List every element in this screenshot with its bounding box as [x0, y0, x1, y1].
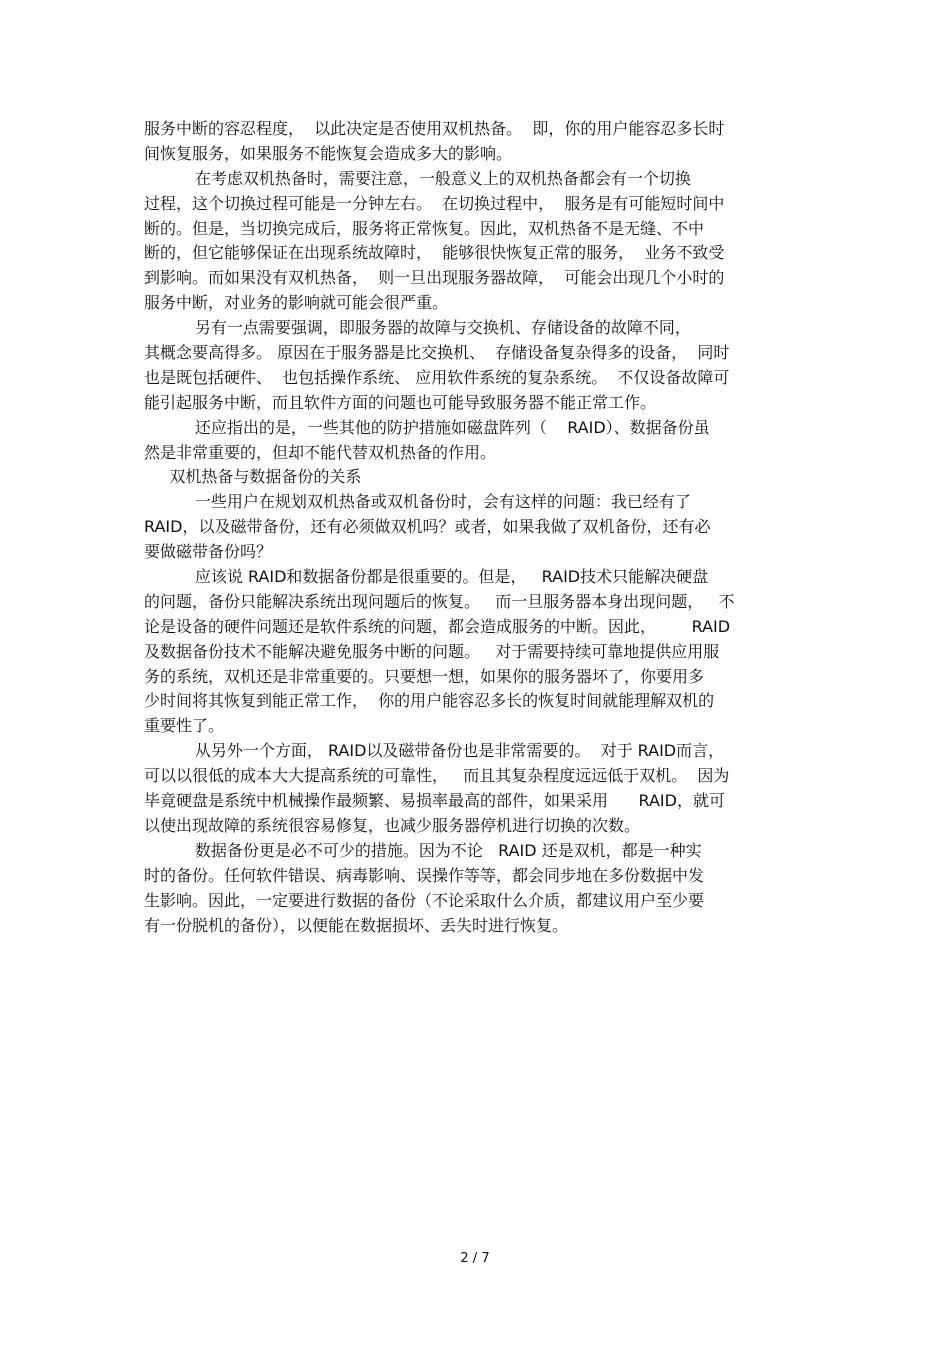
text-line: 另有一点需要强调，即服务器的故障与交换机、存储设备的故障不同， [144, 318, 691, 338]
text-line: 在考虑双机热备时，需要注意，一般意义上的双机热备都会有一个切换 [144, 168, 691, 188]
text-line: 间恢复服务，如果服务不能恢复会造成多大的影响。 [144, 143, 513, 163]
text-line: 过程，这个切换过程可能是一分钟左右。 在切换过程中， 服务是有可能短时间中 [144, 193, 725, 213]
text-line: 还应指出的是，一些其他的防护措施如磁盘阵列（ RAID）、数据备份虽 [144, 417, 710, 437]
text-line: 应该说 RAID和数据备份都是很重要的。但是， RAID技术只能解决硬盘 [144, 567, 709, 587]
text-line: 重要性了。 [144, 716, 225, 736]
text-line: RAID，以及磁带备份，还有必须做双机吗？或者，如果我做了双机备份，还有必 [144, 517, 711, 537]
text-line: 一些用户在规划双机热备或双机备份时，会有这样的问题：我已经有了 [144, 492, 691, 512]
page-number: 2 / 7 [460, 1251, 490, 1266]
text-line: 的问题，备份只能解决系统出现问题后的恢复。 而一旦服务器本身出现问题， 不 [144, 591, 735, 611]
text-line: 到影响。而如果没有双机热备， 则一旦出现服务器故障， 可能会出现几个小时的 [144, 268, 725, 288]
text-line: 要做磁带备份吗？ [144, 542, 273, 562]
text-line: 及数据备份技术不能解决避免服务中断的问题。 对于需要持续可靠地提供应用服 [144, 641, 720, 661]
text-line: 双机热备与数据备份的关系 [144, 467, 362, 487]
text-line: 断的。但是，当切换完成后，服务将正常恢复。因此，双机热备不是无缝、不中 [144, 218, 705, 238]
text-line: 可以以很低的成本大大提高系统的可靠性， 而且其复杂程度远远低于双机。 因为 [144, 766, 730, 786]
text-line: 有一份脱机的备份），以便能在数据损坏、丢失时进行恢复。 [144, 915, 569, 935]
text-line: 时的备份。任何软件错误、病毒影响、误操作等等，都会同步地在多份数据中发 [144, 865, 705, 885]
text-line: 服务中断的容忍程度， 以此决定是否使用双机热备。 即，你的用户能容忍多长时 [144, 119, 725, 138]
text-line: 断的，但它能够保证在出现系统故障时， 能够很快恢复正常的服务， 业务不致受 [144, 243, 725, 263]
text-line: 毕竟硬盘是系统中机械操作最频繁、易损率最高的部件，如果采用 RAID，就可 [144, 791, 725, 811]
text-line: 数据备份更是必不可少的措施。因为不论 RAID 还是双机，都是一种实 [144, 840, 702, 860]
text-line: 论是设备的硬件问题还是软件系统的问题，都会造成服务的中断。因此， RAID [144, 616, 731, 636]
text-line: 少时间将其恢复到能正常工作， 你的用户能容忍多长的恢复时间就能理解双机的 [144, 691, 715, 711]
text-line: 务的系统，双机还是非常重要的。只要想一想，如果你的服务器坏了，你要用多 [144, 666, 705, 686]
text-line: 能引起服务中断，而且软件方面的问题也可能导致服务器不能正常工作。 [144, 392, 657, 412]
text-line: 从另外一个方面， RAID以及磁带备份也是非常需要的。 对于 RAID而言， [144, 741, 725, 761]
body-text [144, 117, 816, 938]
text-line: 服务中断，对业务的影响就可能会很严重。 [144, 293, 449, 313]
text-line: 以使出现故障的系统很容易修复，也减少服务器停机进行切换的次数。 [144, 815, 641, 835]
text-line: 生影响。因此，一定要进行数据的备份（不论采取什么介质，都建议用户至少要 [144, 890, 705, 910]
text-line: 然是非常重要的，但却不能代替双机热备的作用。 [144, 442, 497, 462]
text-line: 也是既包括硬件、 也包括操作系统、 应用软件系统的复杂系统。 不仅设备故障可 [144, 367, 730, 387]
text-line: 其概念要高得多。 原因在于服务器是比交换机、 存储设备复杂得多的设备， 同时 [144, 343, 730, 363]
